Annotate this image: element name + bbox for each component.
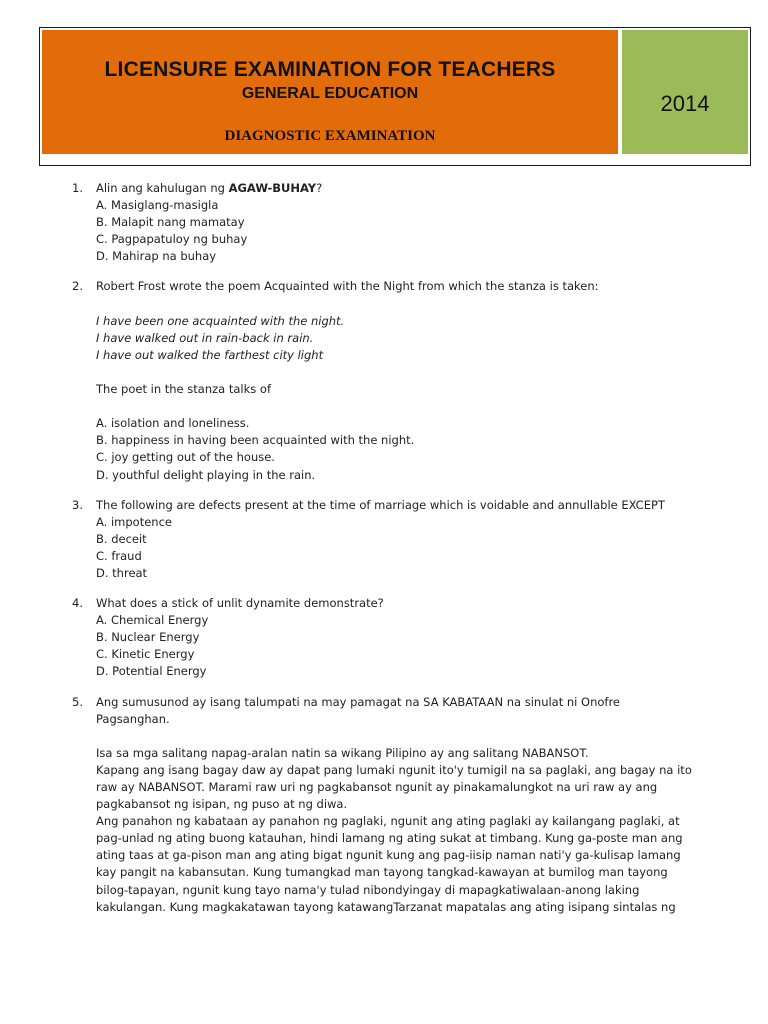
question-number: 4. — [72, 596, 83, 611]
question-list — [72, 180, 726, 916]
passage-line: Kapang ang isang bagay daw ay dapat pang lumaki ngunit ito'y tumigil na sa paglaki, ang bagay na ito — [96, 762, 692, 777]
question-number: 1. — [72, 181, 83, 195]
header-year-panel — [622, 30, 748, 154]
question-2 — [72, 278, 726, 483]
question-5 — [72, 694, 726, 916]
passage-line: bilog-tapayan, ngunit kung tayo nama'y tulad nibondyingay di mapagkatiwalaan-anong laking — [96, 882, 640, 897]
choice: A. impotence — [96, 514, 172, 529]
question-number: 3. — [72, 497, 83, 512]
passage-line: kakulangan. Kung magkakatawan tayong katawangTarzanat mapatalas ang ating isipang sintalas ng — [96, 899, 676, 914]
question-stem-line: Pagsanghan. — [96, 711, 170, 726]
question-1 — [72, 180, 726, 265]
exam-type: DIAGNOSTIC EXAMINATION — [224, 128, 436, 144]
question-3 — [72, 497, 726, 582]
passage-line: raw ay NABANSOT. Marami raw uri ng pagkabansot ngunit ay pinakamalungkot na uri raw ay ang — [96, 780, 658, 794]
exam-subject: GENERAL EDUCATION — [241, 85, 419, 102]
choice: C. Pagpapatuloy ng buhay — [96, 232, 248, 247]
header-title-panel — [42, 30, 618, 154]
choice: D. youthful delight playing in the rain. — [96, 467, 316, 482]
choice: A. Masiglang-masigla — [96, 198, 219, 213]
question-number: 2. — [72, 279, 83, 294]
choice: A. Chemical Energy — [96, 613, 209, 628]
question-4 — [72, 595, 726, 680]
choice: B. Nuclear Energy — [96, 630, 200, 645]
choice: B. happiness in having been acquainted with the night. — [96, 433, 415, 448]
question-stem-line: Ang sumusunod ay isang talumpati na may pamagat na SA KABATAAN na sinulat ni Onofre — [96, 694, 621, 709]
choice: C. fraud — [96, 548, 142, 563]
stem-keyword: AGAW-BUHAY — [228, 181, 317, 195]
stanza-line: I have been one acquainted with the night. — [96, 313, 345, 328]
question-prompt: The poet in the stanza talks of — [96, 382, 272, 397]
choice: C. Kinetic Energy — [96, 647, 195, 662]
choice: D. Mahirap na buhay — [96, 249, 217, 264]
choice: B. deceit — [96, 531, 147, 546]
passage-line: Isa sa mga salitang napag-aralan natin sa wikang Pilipino ay ang salitang NABANSOT. — [96, 745, 589, 760]
exam-header — [39, 27, 751, 166]
passage-line: pag-unlad ng ating buong katauhan, hindi lamang ng ating sukat at timbang. Kung ga-poste man ang — [96, 831, 683, 846]
exam-title: LICENSURE EXAMINATION FOR TEACHERS — [104, 58, 556, 81]
choice: A. isolation and loneliness. — [96, 416, 250, 431]
exam-year: 2014 — [660, 91, 710, 116]
stem-text: ? — [316, 181, 323, 195]
question-number: 5. — [72, 694, 83, 709]
choice: B. Malapit nang mamatay — [96, 215, 245, 230]
choice: C. joy getting out of the house. — [96, 450, 275, 465]
passage-line: ating taas at ga-pison man ang ating bigat ngunit kung ang pag-iisip naman nati'y ga-kulisap lamang — [96, 848, 681, 863]
passage-line: Ang panahon ng kabataan ay panahon ng paglaki, ngunit ang ating paglaki ay kailangang paglaki, at — [96, 814, 680, 829]
stanza-line: I have walked out in rain-back in rain. — [96, 330, 314, 345]
question-stem — [96, 180, 726, 197]
stem-text: Alin ang kahulugan ng — [96, 181, 229, 195]
choice: D. Potential Energy — [96, 664, 207, 679]
passage-line: pagkabansot ng isipan, ng puso at ng diwa. — [96, 797, 348, 812]
question-stem: What does a stick of unlit dynamite demonstrate? — [96, 596, 384, 611]
choice: D. threat — [96, 565, 148, 580]
stanza-line: I have out walked the farthest city light — [96, 347, 324, 362]
question-stem: The following are defects present at the time of marriage which is voidable and annullable EXCEPT — [96, 497, 665, 512]
question-stem: Robert Frost wrote the poem Acquainted with the Night from which the stanza is taken: — [96, 279, 599, 294]
passage-line: kay pangit na kabansutan. Kung tumangkad man tayong tangkad-kawayan at bumilog man tayong — [96, 865, 668, 880]
